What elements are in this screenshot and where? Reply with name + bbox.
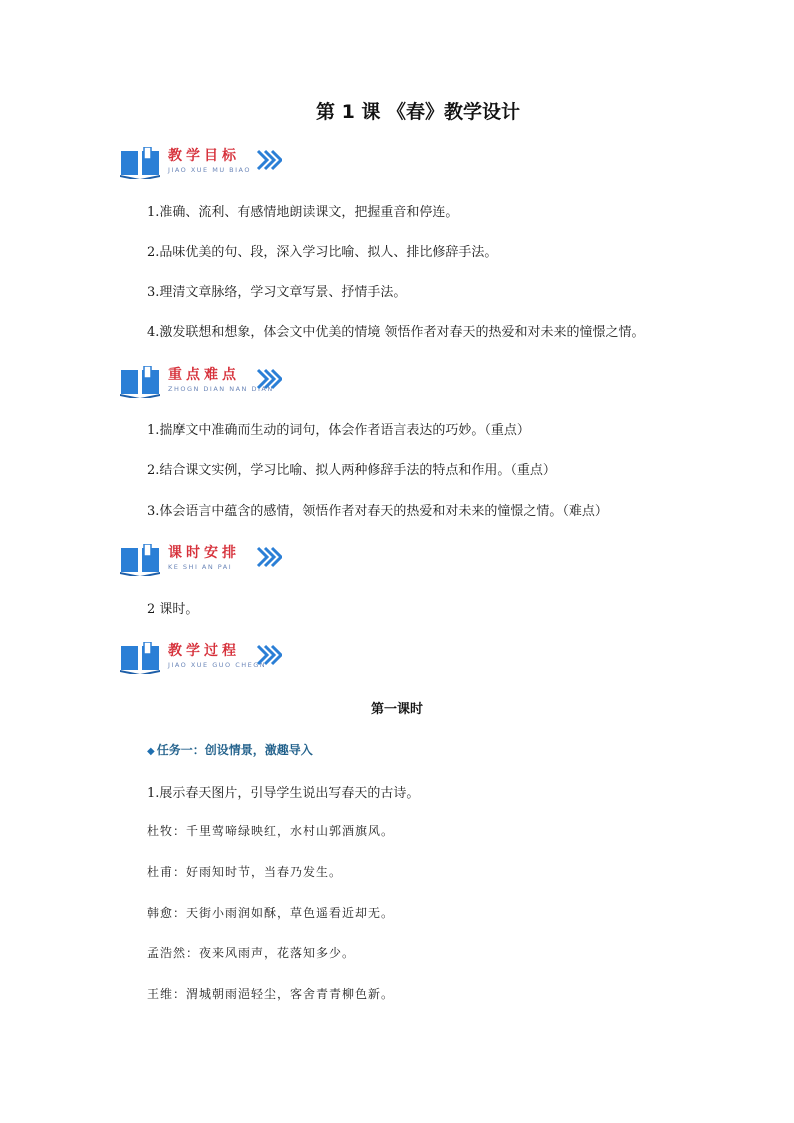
section-title: 教学目标	[168, 148, 240, 164]
goal-item: 3.理清文章脉络，学习文章写景、抒情手法。	[147, 285, 407, 300]
section-pinyin: JIAO XUE GUO CHEGN	[168, 661, 267, 669]
section-header-goals	[120, 145, 420, 185]
double-chevron-right-icon	[256, 546, 282, 568]
goal-item: 2.品味优美的句、段，深入学习比喻、拟人、排比修辞手法。	[147, 245, 498, 260]
poem-line: 孟浩然：夜来风雨声，花落知多少。	[147, 946, 356, 960]
key-point-item: 3.体会语言中蕴含的感情，领悟作者对春天的热爱和对未来的憧憬之情。（难点）	[147, 504, 608, 519]
goal-item: 1.准确、流利、有感情地朗读课文，把握重音和停连。	[147, 205, 459, 220]
poem-line: 韩愈：天街小雨润如酥，草色遥看近却无。	[147, 906, 395, 920]
open-book-icon	[120, 642, 160, 674]
section-pinyin: KE SHI AN PAI	[168, 563, 233, 571]
goal-item: 4.激发联想和想象，体会文中优美的情境 领悟作者对春天的热爱和对未来的憧憬之情。	[147, 325, 645, 340]
section-title: 课时安排	[168, 545, 240, 561]
double-chevron-right-icon	[256, 149, 282, 171]
section-pinyin: JIAO XUE MU BIAO	[168, 166, 251, 174]
open-book-icon	[120, 544, 160, 576]
diamond-bullet-icon: ◆	[147, 746, 155, 757]
double-chevron-right-icon	[256, 368, 282, 390]
poem-line: 王维：渭城朝雨浥轻尘，客舍青青柳色新。	[147, 987, 395, 1001]
section-header-process	[120, 640, 420, 680]
schedule-text: 2 课时。	[147, 602, 199, 617]
open-book-icon	[120, 366, 160, 398]
section-title: 教学过程	[168, 643, 240, 659]
key-point-item: 2.结合课文实例，学习比喻、拟人两种修辞手法的特点和作用。（重点）	[147, 463, 556, 478]
key-point-item: 1.揣摩文中准确而生动的词句，体会作者语言表达的巧妙。（重点）	[147, 423, 530, 438]
step-text: 1.展示春天图片，引导学生说出写春天的古诗。	[147, 786, 420, 801]
section-header-schedule	[120, 542, 420, 582]
poem-line: 杜甫：好雨知时节，当春乃发生。	[147, 865, 343, 879]
section-header-key-points	[120, 364, 420, 404]
open-book-icon	[120, 147, 160, 179]
double-chevron-right-icon	[256, 644, 282, 666]
task-heading	[147, 741, 313, 758]
task-label: 任务一：创设情景，激趣导入	[156, 743, 313, 757]
poem-line: 杜牧：千里莺啼绿映红，水村山郭酒旗风。	[147, 824, 395, 838]
page-title: 第 1 课 《春》教学设计	[315, 101, 521, 123]
section-title: 重点难点	[168, 367, 240, 383]
lesson-title: 第一课时	[370, 702, 423, 717]
section-pinyin: ZHOGN DIAN NAN DIAN	[168, 385, 274, 393]
